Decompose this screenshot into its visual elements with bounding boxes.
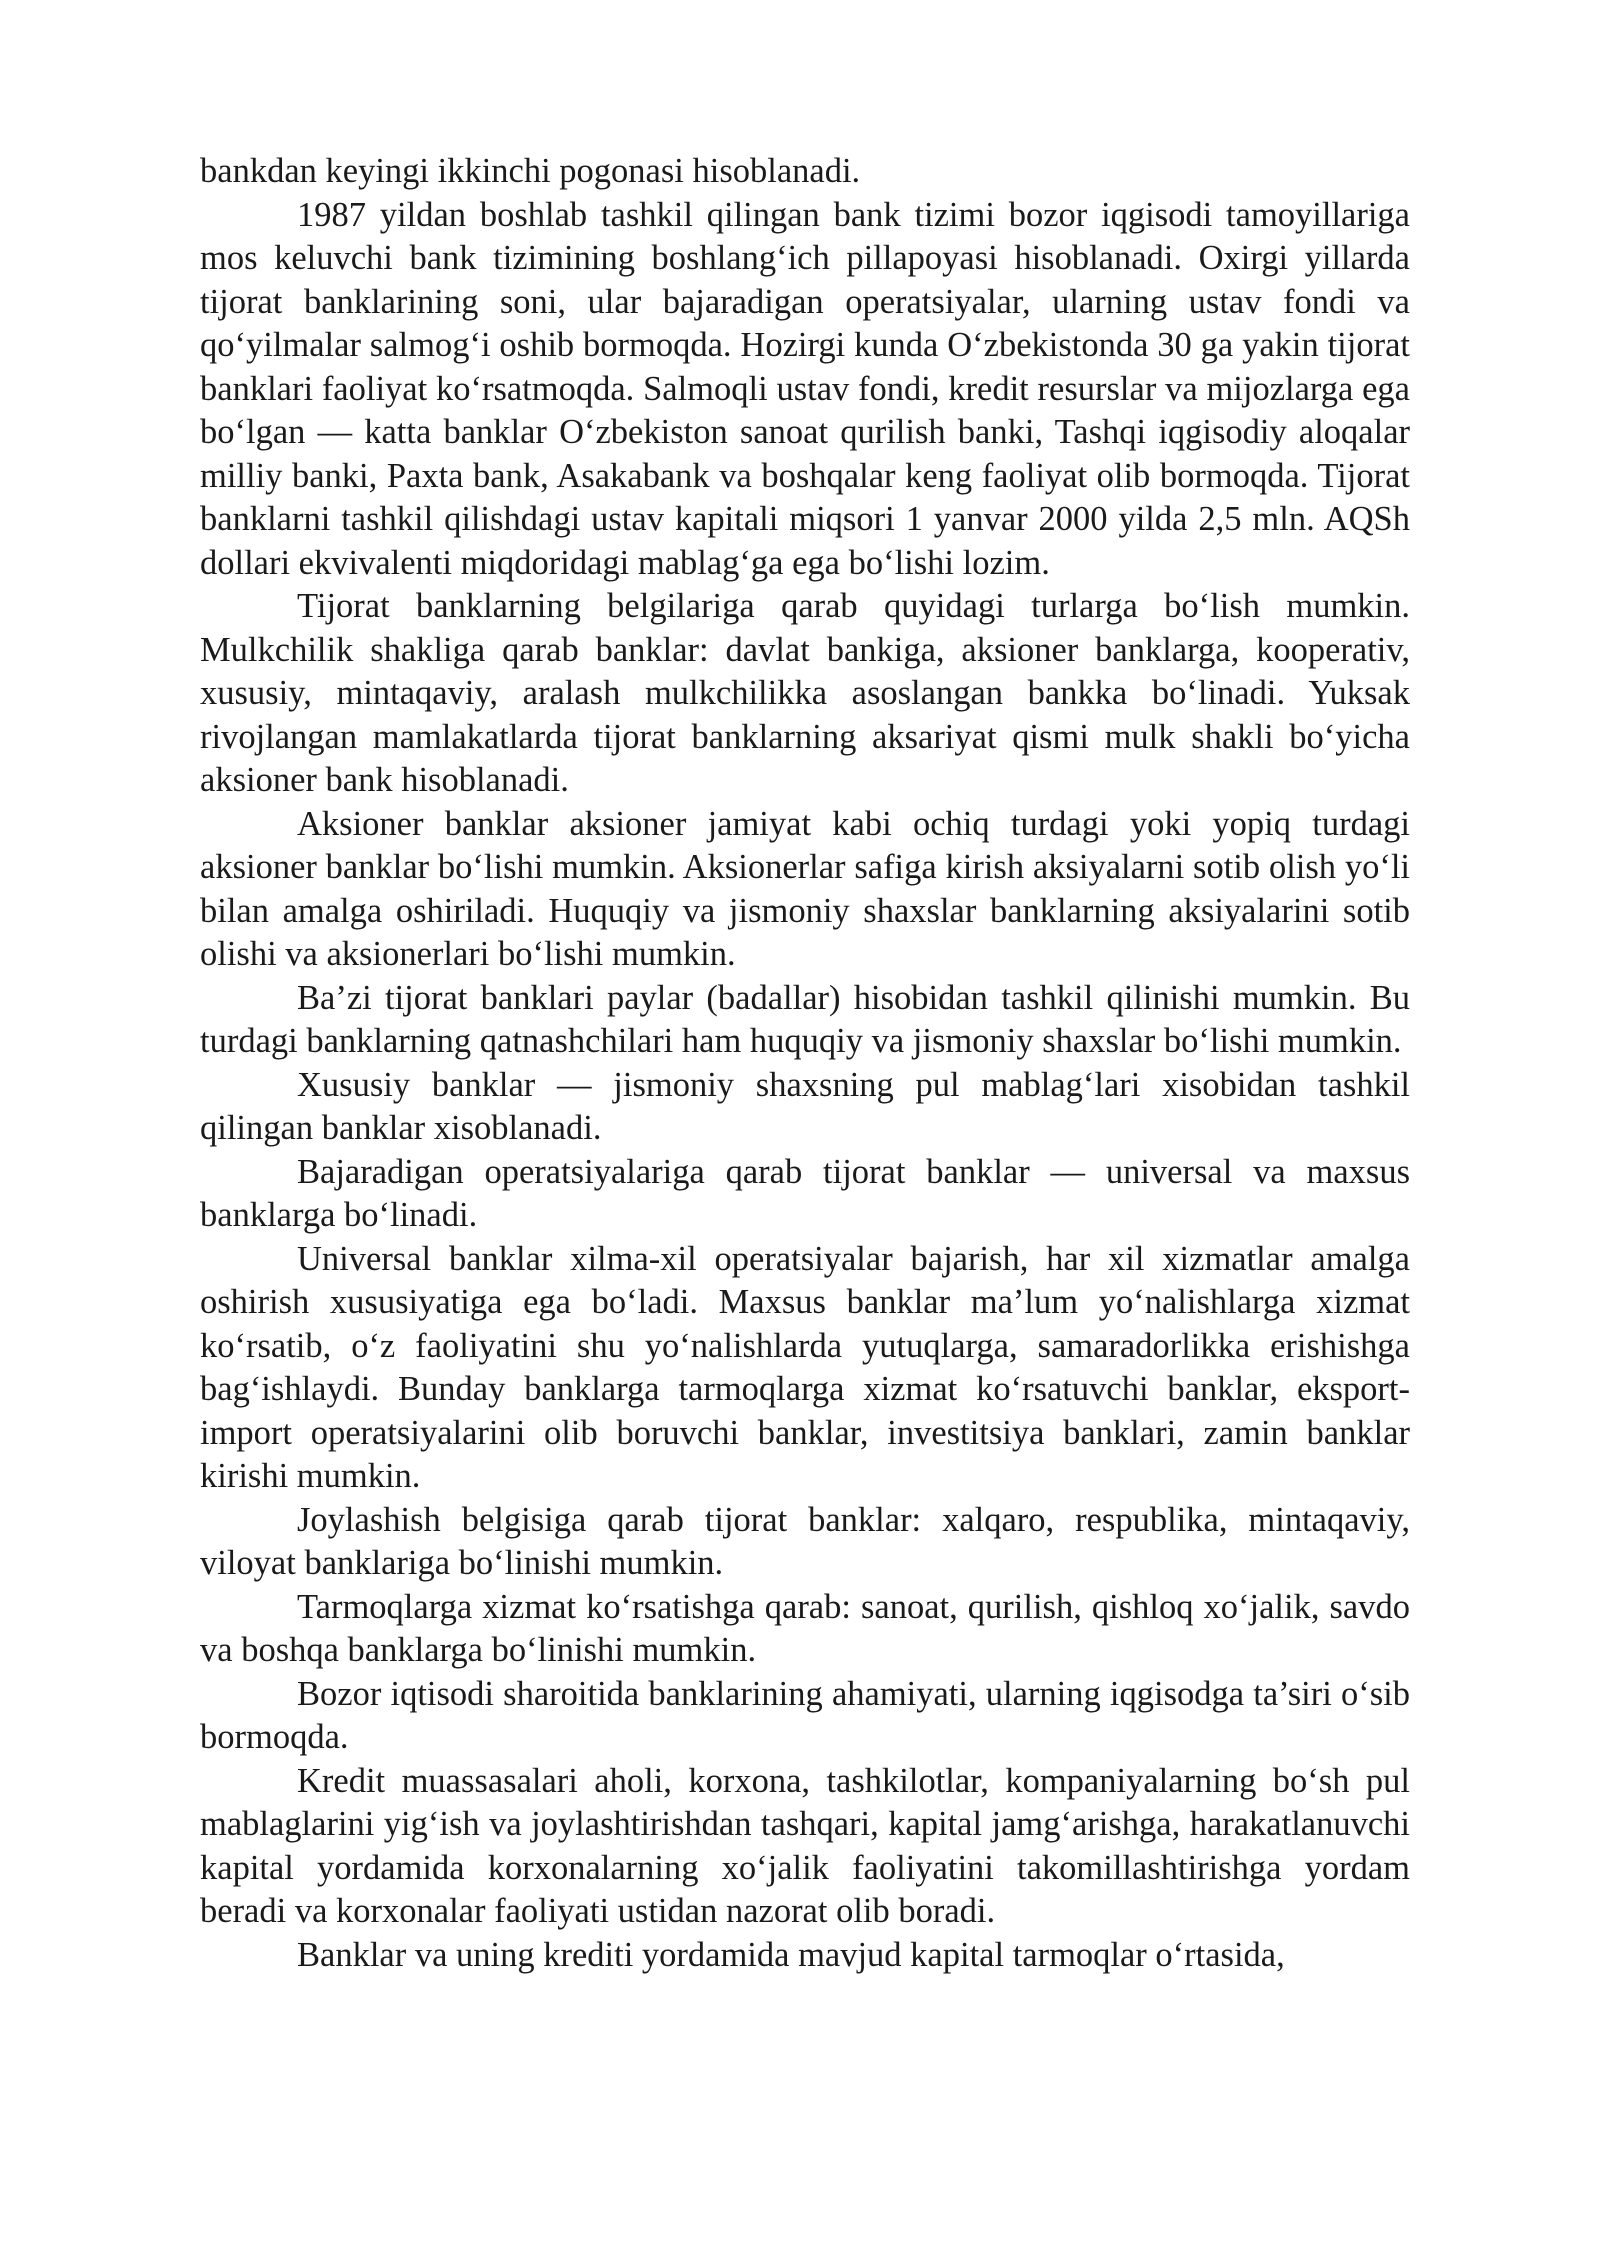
- paragraph-credit-institutions: Kredit muassasalari aholi, korxona, tashkilotlar, kompaniyalarning bo‘sh pul mablaglarini yig‘ish va joylashtirishdan tashqari, kapital jamg‘arishga, harakatlanuvchi kapital yordamida korxonalarning xo‘jalik faoliyatini takomillashtirishga yordam beradi va korxonalar faoliyati ustidan nazorat olib boradi.: [200, 1761, 1410, 1930]
- paragraph-private-banks: Xususiy banklar — jismoniy shaxsning pul mablag‘lari xisobidan tashkil qilingan banklar xisoblanadi.: [200, 1065, 1410, 1147]
- document-page: [200, 150, 1410, 1977]
- paragraph-by-location: Joylashish belgisiga qarab tijorat banklar: xalqaro, respublika, mintaqaviy, viloyat banklariga bo‘linishi mumkin.: [200, 1500, 1410, 1582]
- paragraph-share-banks: Ba’zi tijorat banklari paylar (badallar) hisobidan tashkil qilinishi mumkin. Bu turdagi banklarning qatnashchilari ham huquqiy va jismoniy shaxslar bo‘lishi mumkin.: [200, 978, 1410, 1060]
- paragraph-by-operations: Bajaradigan operatsiyalariga qarab tijorat banklar — universal va maxsus banklarga bo‘linadi.: [200, 1152, 1410, 1234]
- paragraph-continuation: bankdan keyingi ikkinchi pogonasi hisoblanadi.: [200, 152, 861, 190]
- paragraph-capital-flow: Banklar va uning krediti yordamida mavjud kapital tarmoqlar o‘rtasida,: [297, 1935, 1285, 1974]
- paragraph-universal-banks: Universal banklar xilma-xil operatsiyalar bajarish, har xil xizmatlar amalga oshirish xususiyatiga ega bo‘ladi. Maxsus banklar ma’lum yo‘nalishlarga xizmat ko‘rsatib, o‘z faoliyatini shu yo‘nalishlarda yutuqlarga, samaradorlikka erishishga bag‘ishlaydi. Bunday banklarga tarmoqlarga xizmat ko‘rsatuvchi banklar, eksport-import operatsiyalarini olib boruvchi banklar, investitsiya banklari, zamin banklar kirishi mumkin.: [200, 1239, 1410, 1495]
- paragraph-joint-stock-banks: Aksioner banklar aksioner jamiyat kabi ochiq turdagi yoki yopiq turdagi aksioner banklar bo‘lishi mumkin. Aksionerlar safiga kirish aksiyalarni sotib olish yo‘li bilan amalga oshiriladi. Huquqiy va jismoniy shaxslar banklarning aksiyalarini sotib olishi va aksionerlari bo‘lishi mumkin.: [200, 804, 1410, 973]
- paragraph-by-industry: Tarmoqlarga xizmat ko‘rsatishga qarab: sanoat, qurilish, qishloq xo‘jalik, savdo va boshqa banklarga bo‘linishi mumkin.: [200, 1587, 1410, 1669]
- paragraph-bank-types-ownership: Tijorat banklarning belgilariga qarab quyidagi turlarga bo‘lish mumkin. Mulkchilik shakliga qarab banklar: davlat bankiga, aksioner banklarga, kooperativ, xususiy, mintaqaviy, aralash mulkchilikka asoslangan bankka bo‘linadi. Yuksak rivojlangan mamlakatlarda tijorat banklarning aksariyat qismi mulk shakli bo‘yicha aksioner bank hisoblanadi.: [200, 587, 1410, 799]
- paragraph-market-economy: Bozor iqtisodi sharoitida banklarining ahamiyati, ularning iqgisodga ta’siri o‘sib bormoqda.: [200, 1674, 1410, 1756]
- paragraph-bank-system-history: 1987 yildan boshlab tashkil qilingan bank tizimi bozor iqgisodi tamoyillariga mos keluvchi bank tizimining boshlang‘ich pillapoyasi hisoblanadi. Oxirgi yillarda tijorat banklarining soni, ular bajaradigan operatsiyalar, ularning ustav fondi va qo‘yilmalar salmog‘i oshib bormoqda. Hozirgi kunda O‘zbekistonda 30 ga yakin tijorat banklari faoliyat ko‘rsatmoqda. Salmoqli ustav fondi, kredit resurslar va mijozlarga ega bo‘lgan — katta banklar O‘zbekiston sanoat qurilish banki, Tashqi iqgisodiy aloqalar milliy banki, Paxta bank, Asakabank va boshqalar keng faoliyat olib bormoqda. Tijorat banklarni tashkil qilishdagi ustav kapitali miqsori 1 yanvar 2000 yilda 2,5 mln. AQSh dollari ekvivalenti miqdoridagi mablag‘ga ega bo‘lishi lozim.: [200, 195, 1410, 582]
